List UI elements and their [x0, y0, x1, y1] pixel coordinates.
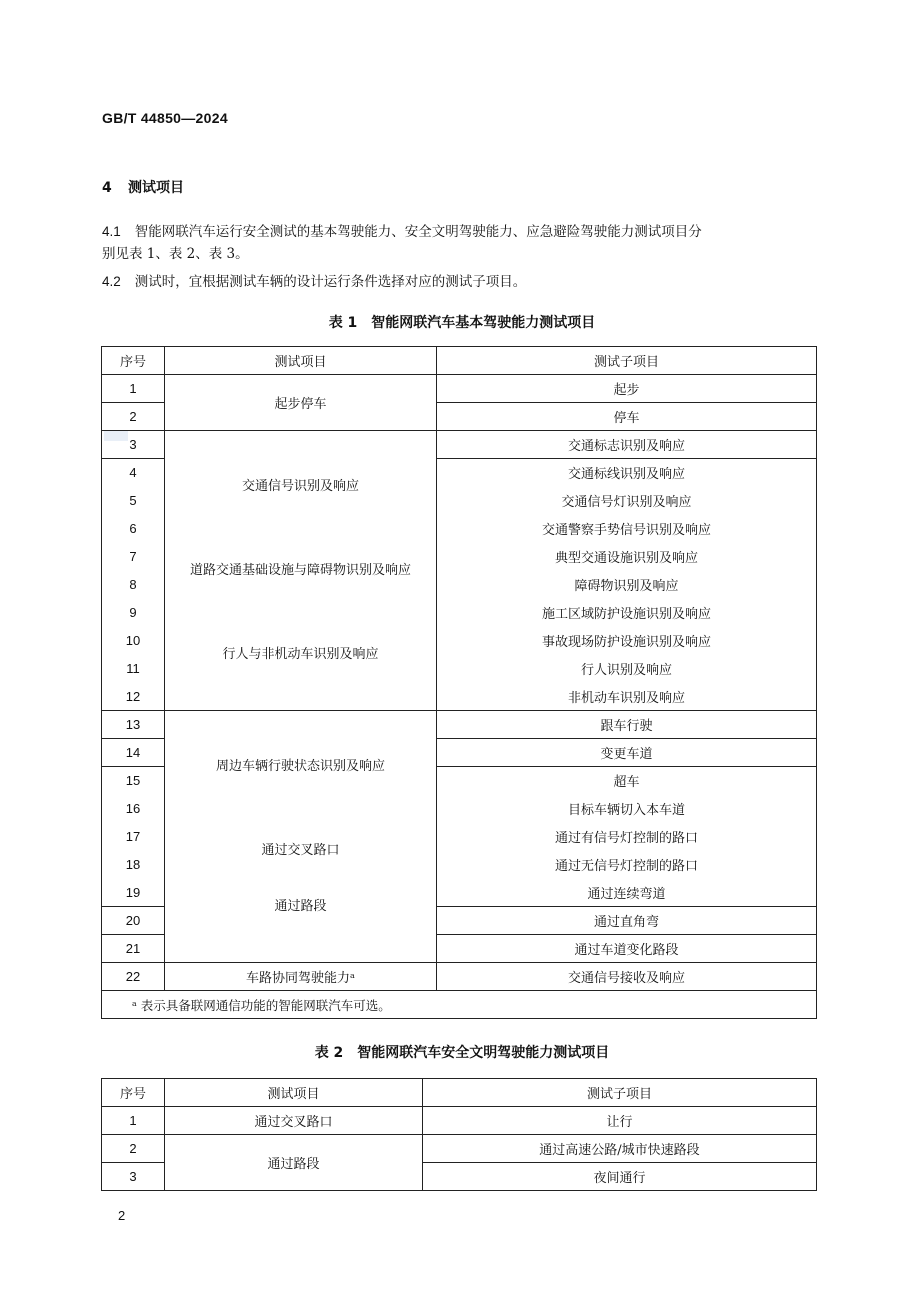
- paragraph-text-continued: 别见表 1、表 2、表 3。: [102, 246, 249, 262]
- paragraph-4-2: [102, 271, 822, 293]
- test-item: 起步停车: [165, 375, 437, 431]
- row-number: 13: [102, 711, 165, 739]
- table-header-row: [102, 1079, 817, 1107]
- row-number: 6: [102, 515, 165, 543]
- test-subitem: 超车: [437, 767, 817, 795]
- row-number: 2: [102, 403, 165, 431]
- table1-caption: 表 1 智能网联汽车基本驾驶能力测试项目: [328, 315, 596, 331]
- header-cell-item: 测试项目: [165, 1079, 423, 1107]
- header-cell-sub: 测试子项目: [437, 347, 817, 375]
- test-subitem: 通过直角弯: [437, 907, 817, 935]
- row-number: 17: [102, 823, 165, 851]
- row-number: 16: [102, 795, 165, 823]
- row-number: 20: [102, 907, 165, 935]
- table-row: [102, 1107, 817, 1135]
- row-number: 14: [102, 739, 165, 767]
- paragraph-4-1: [102, 221, 822, 265]
- test-item: 行人与非机动车识别及响应: [222, 647, 379, 662]
- page-number: 2: [118, 1208, 126, 1223]
- row-number: 18: [102, 851, 165, 879]
- test-item: 周边车辆行驶状态识别及响应: [215, 759, 385, 774]
- test-item: 通过交叉路口: [261, 843, 340, 858]
- row-number: 9: [102, 599, 165, 627]
- standard-code: GB/T 44850—2024: [102, 110, 228, 126]
- test-subitem: 夜间通行: [423, 1163, 817, 1191]
- table-note-row: [102, 991, 817, 1019]
- test-subitem: 让行: [423, 1107, 817, 1135]
- table-row: [102, 375, 817, 403]
- table-note: ᵃ 表示具备联网通信功能的智能网联汽车可选。: [102, 991, 817, 1019]
- test-subitem: 停车: [437, 403, 817, 431]
- test-subitem: 通过有信号灯控制的路口: [437, 823, 817, 851]
- paragraph-number: 4.2: [102, 274, 121, 289]
- row-number: 7: [102, 543, 165, 571]
- header-cell-no: 序号: [102, 347, 165, 375]
- test-subitem: 典型交通设施识别及响应: [437, 543, 817, 571]
- section-number: 4: [102, 180, 112, 196]
- row-number: 8: [102, 571, 165, 599]
- header-cell-item: 测试项目: [165, 347, 437, 375]
- test-item: 通过路段: [274, 899, 327, 914]
- table-header-row: [102, 347, 817, 375]
- row-number: 3: [102, 1163, 165, 1191]
- test-subitem: 通过无信号灯控制的路口: [437, 851, 817, 879]
- paragraph-text: 智能网联汽车运行安全测试的基本驾驶能力、安全文明驾驶能力、应急避险驾驶能力测试项目分: [134, 224, 702, 240]
- row-number: 1: [102, 375, 165, 403]
- table-row: [102, 431, 817, 459]
- test-subitem: 通过车道变化路段: [437, 935, 817, 963]
- test-item: 通过路段: [165, 1135, 423, 1191]
- test-subitem: 施工区域防护设施识别及响应: [437, 599, 817, 627]
- test-item: 通过交叉路口: [165, 1107, 423, 1135]
- table-row: [102, 711, 817, 739]
- test-subitem: 交通警察手势信号识别及响应: [437, 515, 817, 543]
- header-cell-sub: 测试子项目: [423, 1079, 817, 1107]
- paragraph-text: 测试时，宜根据测试车辆的设计运行条件选择对应的测试子项目。: [134, 274, 527, 290]
- row-number: 3: [102, 431, 165, 459]
- row-number: 2: [102, 1135, 165, 1163]
- row-number: 5: [102, 487, 165, 515]
- test-subitem: 跟车行驶: [437, 711, 817, 739]
- section-heading: [102, 177, 184, 197]
- row-number: 21: [102, 935, 165, 963]
- test-subitem: 障碍物识别及响应: [437, 571, 817, 599]
- row-number: 4: [102, 459, 165, 487]
- table-row: [102, 1135, 817, 1163]
- test-subitem: 交通标志识别及响应: [437, 431, 817, 459]
- row-number: 19: [102, 879, 165, 907]
- section-title: 测试项目: [128, 180, 184, 196]
- test-item-group: [165, 431, 437, 711]
- table2-caption: 表 2 智能网联汽车安全文明驾驶能力测试项目: [314, 1045, 610, 1061]
- test-item-group: [165, 711, 437, 963]
- header-cell-no: 序号: [102, 1079, 165, 1107]
- test-subitem: 变更车道: [437, 739, 817, 767]
- test-item: 车路协同驾驶能力ᵃ: [165, 963, 437, 991]
- test-subitem: 通过高速公路/城市快速路段: [423, 1135, 817, 1163]
- paragraph-number: 4.1: [102, 224, 121, 239]
- table1: [101, 346, 817, 1019]
- test-subitem: 通过连续弯道: [437, 879, 817, 907]
- row-number: 12: [102, 683, 165, 711]
- test-subitem: 交通标线识别及响应: [437, 459, 817, 487]
- test-subitem: 事故现场防护设施识别及响应: [437, 627, 817, 655]
- test-subitem: 交通信号灯识别及响应: [437, 487, 817, 515]
- table2: [101, 1078, 817, 1191]
- test-subitem: 行人识别及响应: [437, 655, 817, 683]
- test-subitem: 目标车辆切入本车道: [437, 795, 817, 823]
- row-number: 22: [102, 963, 165, 991]
- test-item: 道路交通基础设施与障碍物识别及响应: [189, 563, 411, 578]
- test-subitem: 非机动车识别及响应: [437, 683, 817, 711]
- row-number: 10: [102, 627, 165, 655]
- row-number: 15: [102, 767, 165, 795]
- test-subitem: 交通信号接收及响应: [437, 963, 817, 991]
- row-number: 11: [102, 655, 165, 683]
- table-row: [102, 963, 817, 991]
- test-subitem: 起步: [437, 375, 817, 403]
- test-item: 交通信号识别及响应: [241, 479, 359, 494]
- row-number: 1: [102, 1107, 165, 1135]
